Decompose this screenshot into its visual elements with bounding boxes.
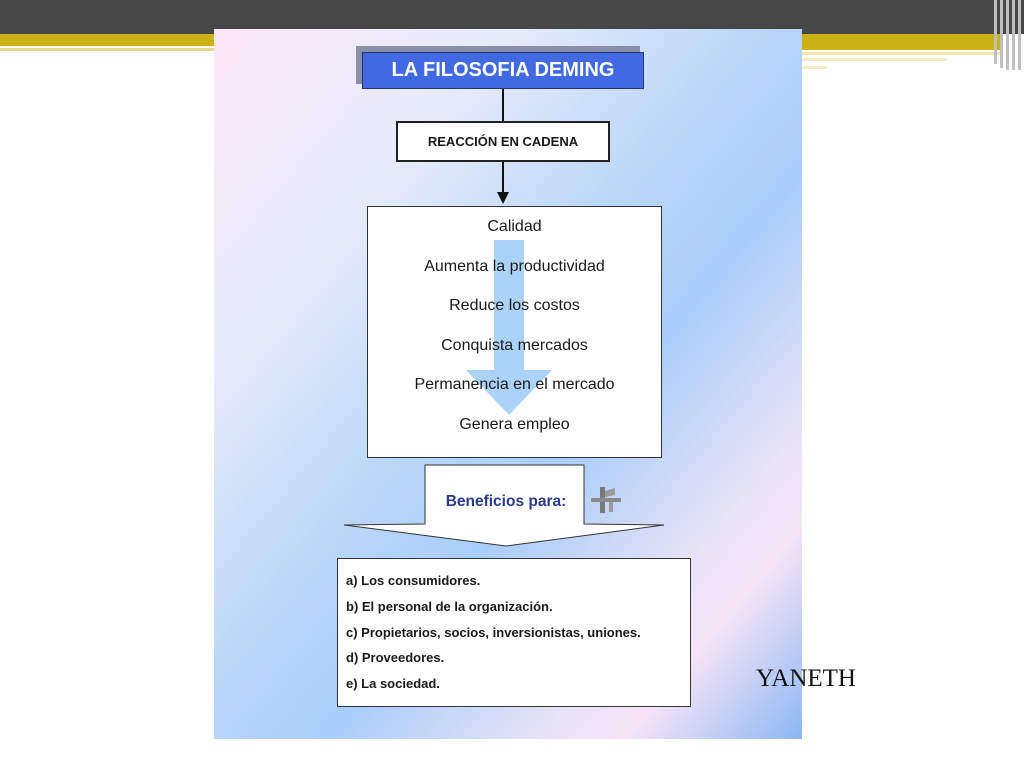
benefits-heading: Beneficios para: [445,493,567,510]
benefits-list [338,559,690,700]
chain-item: Reduce los costos [449,297,580,314]
gold-stripe-left [0,34,214,46]
stamp-icon [588,485,624,517]
benefit-item: e) La sociedad. [346,676,440,692]
corner-line [1018,0,1021,70]
diagram-title: LA FILOSOFIA DEMING [362,52,644,89]
benefit-item: b) El personal de la organización. [346,598,553,614]
benefit-item: c) Propietarios, socios, inversionistas, uniones. [346,624,641,640]
arrow-down-icon [497,192,509,204]
author-name: YANETH [756,665,856,692]
connector-line [502,162,504,194]
connector-line [502,89,504,121]
corner-line [1012,0,1015,70]
chain-list [368,212,661,449]
gold-stripe-right-line [802,58,947,61]
corner-decoration [990,0,1024,70]
chain-item: Calidad [487,218,542,235]
reaccion-en-cadena-box: REACCIÓN EN CADENA [396,121,610,162]
chain-reaction-box [367,206,662,458]
chain-item: Genera empleo [459,415,570,433]
benefits-box [337,558,691,707]
chain-item: Conquista mercados [441,336,588,354]
chain-item: Permanencia en el mercado [414,376,615,393]
gold-stripe-right-thin [802,52,1002,55]
chain-item: Aumenta la productividad [424,257,605,275]
gold-stripe-right-line2 [802,66,827,69]
benefit-item: a) Los consumidores. [346,573,481,588]
corner-line [994,0,997,64]
deming-diagram [214,29,802,739]
gold-stripe-right [802,34,1002,50]
benefit-item: d) Proveedores. [346,650,445,666]
corner-line [1006,0,1009,70]
corner-line [1000,0,1003,68]
gold-stripe-left-thin [0,48,214,51]
